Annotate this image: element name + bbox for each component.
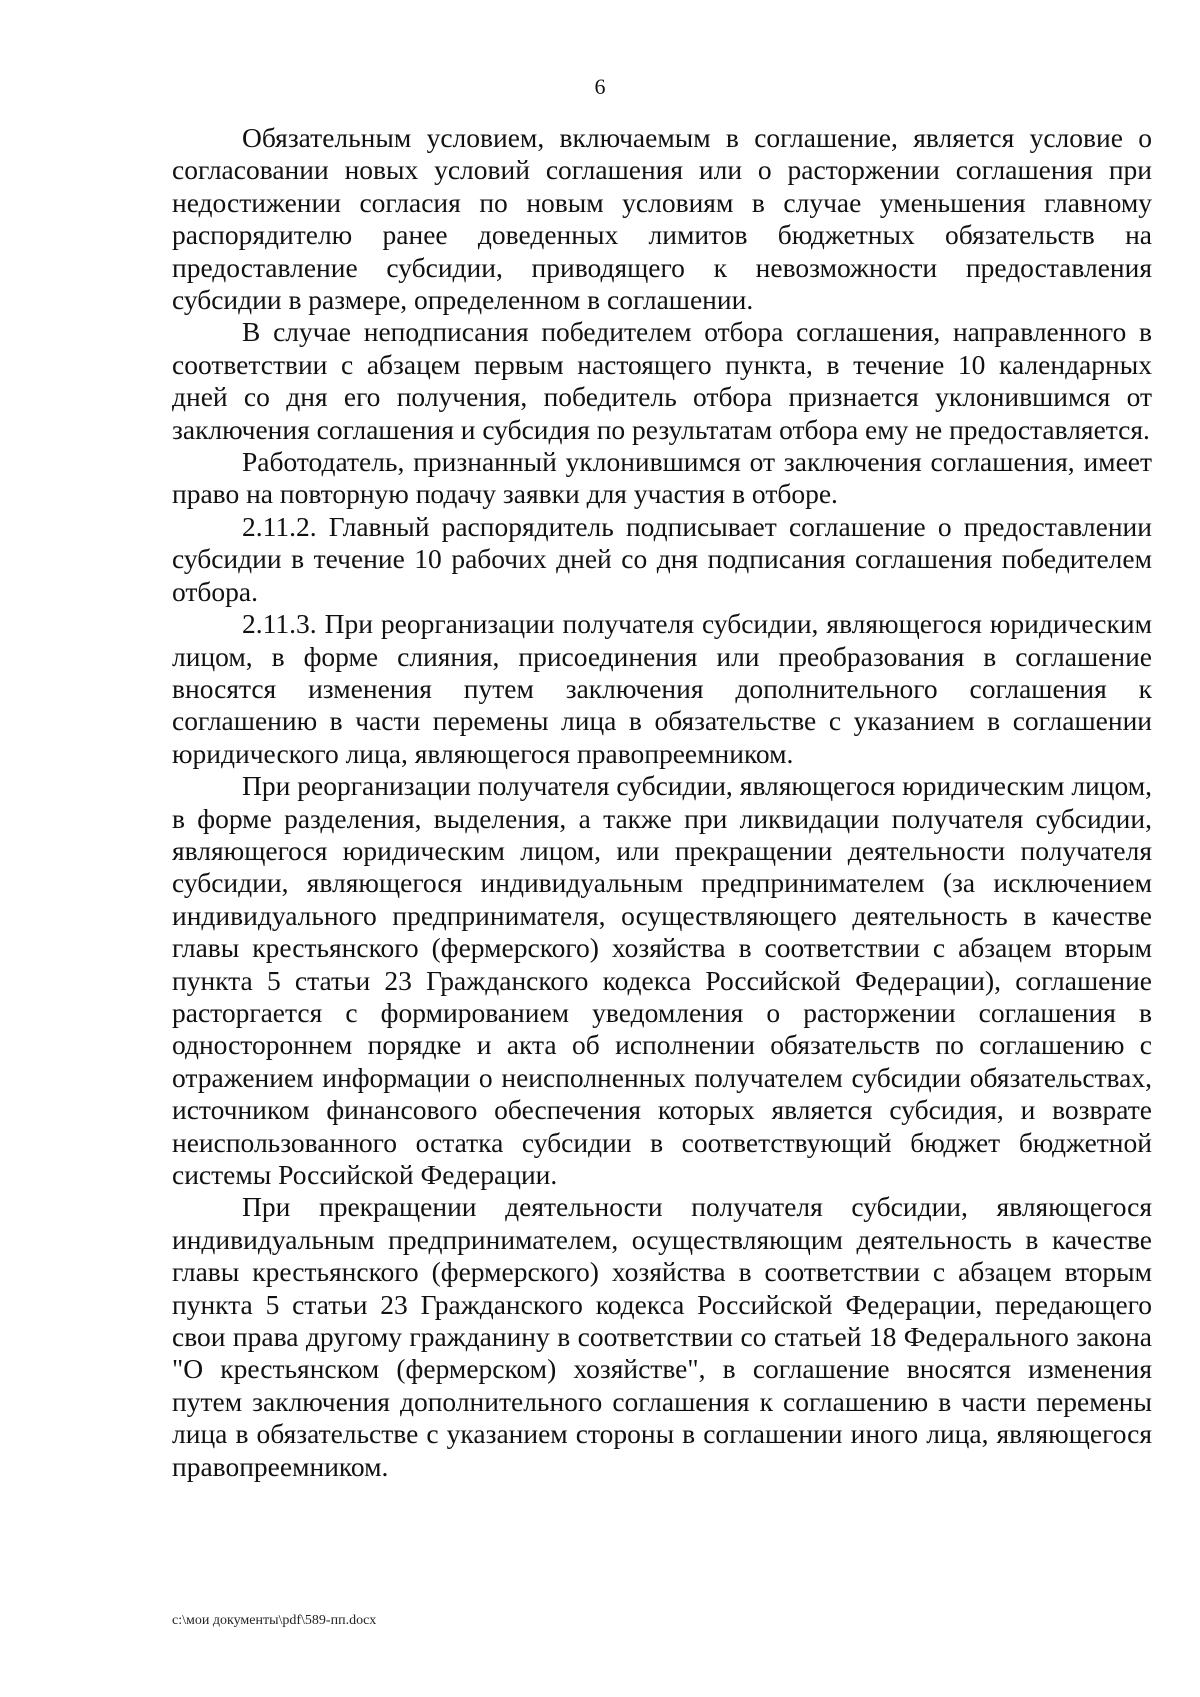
paragraph-2-11-3: 2.11.3. При реорганизации получателя субсидии, являющегося юридическим лицом, в форме слияния, присоединения или преобразования в соглашение вносятся изменения путем заключения дополнительного соглашения к соглашению в части перемены лица в обязательстве с указанием в соглашении юридического лица, являющегося правопреемником.	[172, 608, 1152, 769]
paragraph-reorganization-division: При реорганизации получателя субсидии, являющегося юридическим лицом, в форме разделения, выделения, а также при ликвидации получателя субсидии, являющегося юридическим лицом, или прекращении деятельности получателя субсидии, являющегося индивидуальным предпринимателем (за исключением индивидуального предпринимателя, осуществляющего деятельность в качестве главы крестьянского (фермерского) хозяйства в соответствии с абзацем вторым пункта 5 статьи 23 Гражданского кодекса Российской Федерации), соглашение расторгается с формированием уведомления о расторжении соглашения в одностороннем порядке и акта об исполнении обязательств по соглашению с отражением информации о неисполненных получателем субсидии обязательствах, источником финансового обеспечения которых является субсидия, и возврате неиспользованного остатка субсидии в соответствующий бюджет бюджетной системы Российской Федерации.	[172, 770, 1152, 1190]
page-number: 6	[594, 74, 606, 99]
paragraph-mandatory-condition: Обязательным условием, включаемым в соглашение, является условие о согласовании новых условий соглашения или о расторжении соглашения при недостижении согласия по новым условиям в случае уменьшения главному распорядителю ранее доведенных лимитов бюджетных обязательств на предоставление субсидии, приводящего к невозможности предоставления субсидии в размере, определенном в соглашении.	[172, 122, 1152, 316]
footer-file-path: c:\мои документы\pdf\589-пп.docx	[172, 1613, 377, 1628]
document-body	[172, 122, 1152, 1483]
paragraph-termination-farm: При прекращении деятельности получателя субсидии, являющегося индивидуальным предпринимателем, осуществляющим деятельность в качестве главы крестьянского (фермерского) хозяйства в соответствии с абзацем вторым пункта 5 статьи 23 Гражданского кодекса Российской Федерации, передающего свои права другому гражданину в соответствии со статьей 18 Федерального закона "О крестьянском (фермерском) хозяйстве", в соглашение вносятся изменения путем заключения дополнительного соглашения к соглашению в части перемены лица в обязательстве с указанием стороны в соглашении иного лица, являющегося правопреемником.	[172, 1191, 1152, 1482]
paragraph-non-signing: В случае неподписания победителем отбора соглашения, направленного в соответствии с абзацем первым настоящего пункта, в течение 10 календарных дней со дня его получения, победитель отбора признается уклонившимся от заключения соглашения и субсидия по результатам отбора ему не предоставляется.	[172, 316, 1152, 445]
paragraph-employer-right: Работодатель, признанный уклонившимся от заключения соглашения, имеет право на повторную подачу заявки для участия в отборе.	[172, 446, 1152, 510]
paragraph-2-11-2: 2.11.2. Главный распорядитель подписывает соглашение о предоставлении субсидии в течение 10 рабочих дней со дня подписания соглашения победителем отбора.	[172, 510, 1152, 607]
